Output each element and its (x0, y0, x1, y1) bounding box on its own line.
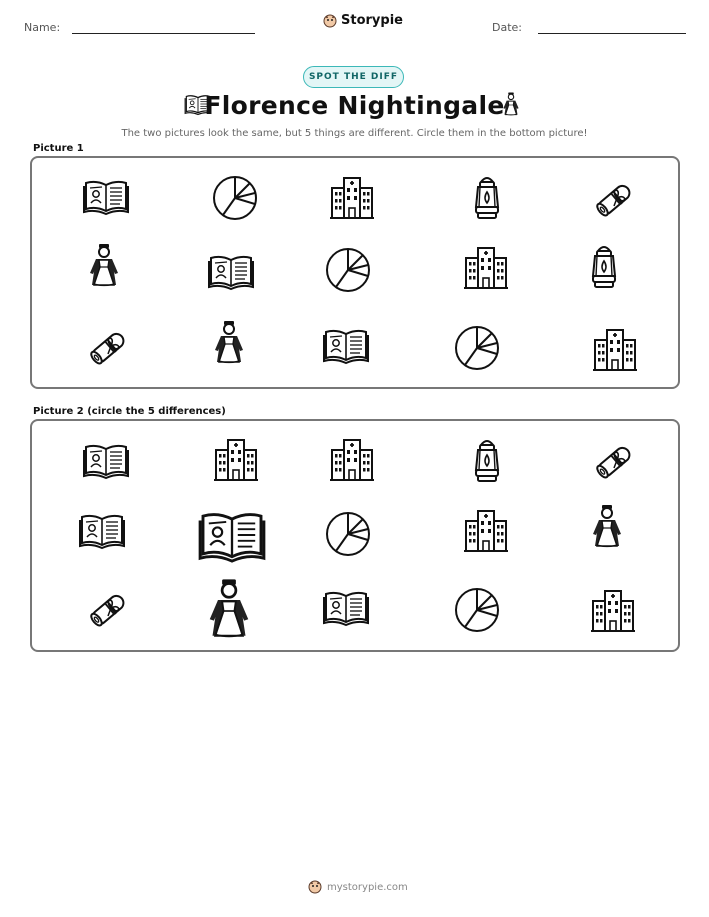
scroll-icon (590, 176, 638, 224)
brand-name: Storypie (341, 13, 403, 28)
hospital-icon (462, 244, 510, 292)
book-icon[interactable] (78, 510, 126, 550)
footer (308, 880, 408, 894)
book-icon (207, 251, 255, 291)
name-label: Name: (24, 21, 61, 34)
hospital-icon[interactable] (212, 436, 260, 484)
date-line[interactable] (538, 33, 686, 34)
lantern-icon[interactable] (463, 437, 511, 485)
hospital-icon (328, 174, 376, 222)
instructions: The two pictures look the same, but 5 things are different. Circle them in the bottom picture! (121, 128, 588, 139)
pie-chart-icon (453, 324, 501, 372)
pie-chart-icon (324, 246, 372, 294)
nurse-icon (205, 320, 253, 368)
footer-site-link[interactable]: mystorypie.com (327, 881, 408, 893)
nurse-icon[interactable] (583, 504, 631, 552)
lantern-icon (463, 174, 511, 222)
hospital-icon[interactable] (462, 507, 510, 555)
pie-chart-icon[interactable] (453, 586, 501, 634)
lantern-icon (580, 243, 628, 291)
hospital-icon[interactable] (589, 587, 637, 635)
book-icon-enlarged[interactable] (197, 506, 267, 564)
nurse-icon (80, 243, 128, 291)
pie-chart-icon (211, 174, 259, 222)
date-label: Date: (492, 21, 522, 34)
storypie-mascot-icon (308, 880, 322, 894)
picture-1-label: Picture 1 (33, 143, 84, 154)
page-title: Florence Nightingale (204, 91, 505, 120)
hospital-icon (591, 326, 639, 374)
storypie-mascot-icon (323, 14, 337, 28)
book-icon (322, 325, 370, 365)
nurse-icon (498, 90, 524, 120)
book-icon (82, 176, 130, 216)
book-icon[interactable] (82, 440, 130, 480)
book-icon[interactable] (322, 587, 370, 627)
scroll-icon[interactable] (84, 586, 132, 634)
nurse-icon-enlarged[interactable] (196, 576, 262, 646)
name-line[interactable] (72, 33, 255, 34)
pie-chart-icon[interactable] (324, 510, 372, 558)
scroll-icon (84, 324, 132, 372)
scroll-icon[interactable] (590, 438, 638, 486)
picture-2-label: Picture 2 (circle the 5 differences) (33, 406, 226, 417)
spot-the-diff-badge: SPOT THE DIFF (303, 66, 404, 88)
hospital-icon[interactable] (328, 436, 376, 484)
storypie-logo (323, 13, 403, 28)
